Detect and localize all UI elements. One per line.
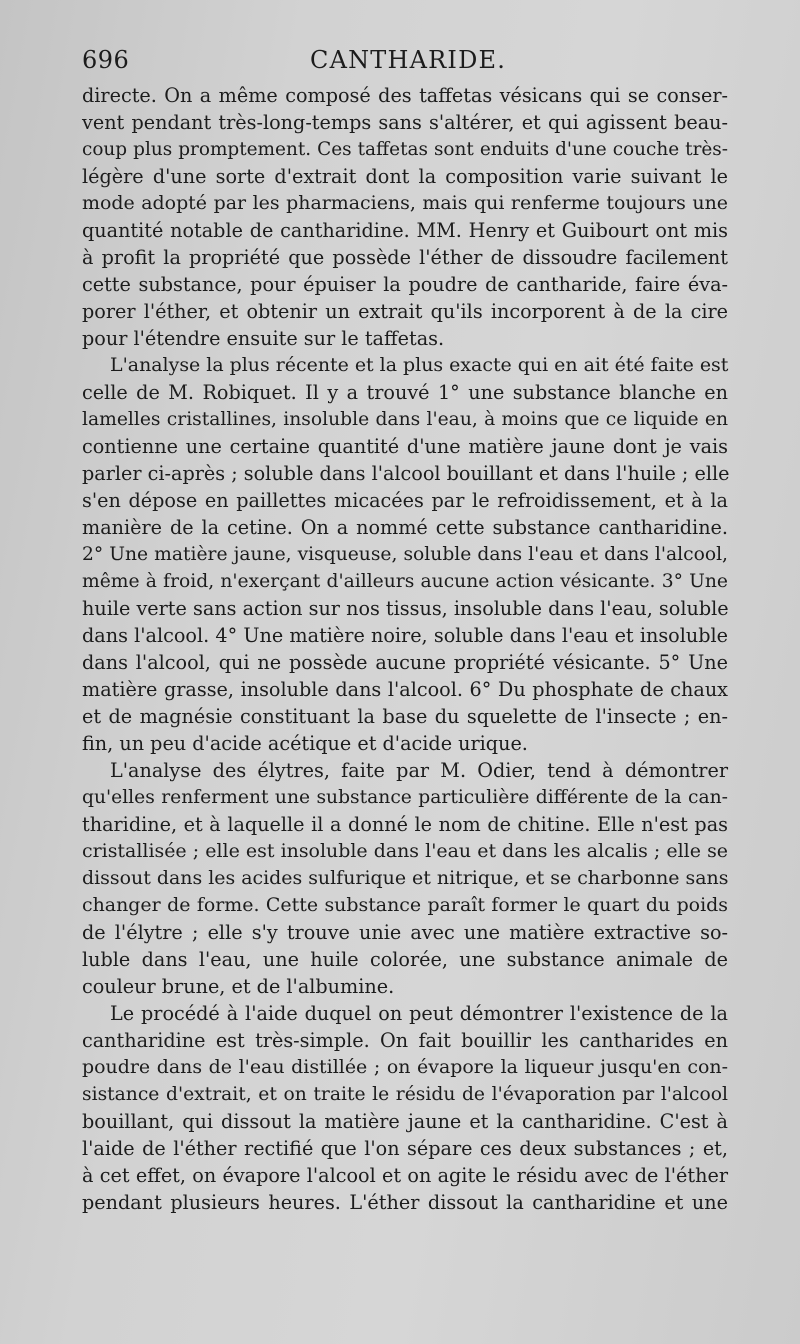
text-line: cristallisée ; elle est insoluble dans l'eau et dans les alcalis ; elle se [82, 840, 728, 862]
text-line: pendant plusieurs heures. L'éther dissout la cantharidine et une [82, 1191, 728, 1214]
page-header [82, 46, 728, 80]
text-line: dans l'alcool. 4° Une matière noire, soluble dans l'eau et insoluble [82, 624, 728, 647]
text-line: tharidine, et à laquelle il a donné le nom de chitine. Elle n'est pas [82, 813, 728, 836]
text-line: manière de la cetine. On a nommé cette substance cantharidine. [82, 516, 728, 539]
text-line: à profit la propriété que possède l'éther de dissoudre facilement [82, 246, 728, 269]
text-line: lamelles cristallines, insoluble dans l'eau, à moins que ce liquide en [82, 409, 728, 430]
text-line: 2° Une matière jaune, visqueuse, soluble dans l'eau et dans l'alcool, [82, 544, 728, 565]
body-text [82, 82, 728, 1216]
text-line: bouillant, qui dissout la matière jaune et la cantharidine. C'est à [82, 1110, 728, 1133]
text-line: qu'elles renferment une substance particulière différente de la can- [82, 787, 728, 808]
text-line: quantité notable de cantharidine. MM. Henry et Guibourt ont mis [82, 219, 728, 242]
text-line: changer de forme. Cette substance paraît former le quart du poids [82, 894, 728, 916]
text-line: luble dans l'eau, une huile colorée, une substance animale de [82, 948, 728, 971]
text-line: pour l'étendre ensuite sur le taffetas. [82, 327, 445, 350]
text-line: Le procédé à l'aide duquel on peut démontrer l'existence de la [110, 1002, 728, 1025]
text-line: matière grasse, insoluble dans l'alcool. 6° Du phosphate de chaux [82, 678, 728, 701]
text-line: parler ci-après ; soluble dans l'alcool bouillant et dans l'huile ; elle [82, 462, 730, 485]
text-line: porer l'éther, et obtenir un extrait qu'ils incorporent à de la cire [82, 300, 728, 323]
page-number: 696 [82, 46, 130, 74]
text-line: légère d'une sorte d'extrait dont la composition varie suivant le [82, 165, 728, 188]
text-line: coup plus promptement. Ces taffetas sont enduits d'une couche très- [82, 139, 728, 160]
text-line: dans l'alcool, qui ne possède aucune propriété vésicante. 5° Une [82, 651, 728, 674]
text-line: dissout dans les acides sulfurique et nitrique, et se charbonne sans [82, 867, 729, 889]
text-line: couleur brune, et de l'albumine. [82, 975, 395, 998]
text-line: et de magnésie constituant la base du squelette de l'insecte ; en- [82, 705, 728, 728]
text-line: directe. On a même composé des taffetas vésicans qui se conser- [82, 84, 728, 107]
text-line: sistance d'extrait, et on traite le résidu de l'évaporation par l'alcool [82, 1084, 728, 1105]
text-line: poudre dans de l'eau distillée ; on évapore la liqueur jusqu'en con- [82, 1056, 728, 1078]
text-line: contienne une certaine quantité d'une matière jaune dont je vais [82, 435, 728, 458]
text-line: vent pendant très-long-temps sans s'altérer, et qui agissent beau- [82, 111, 728, 134]
text-line: huile verte sans action sur nos tissus, insoluble dans l'eau, soluble [82, 597, 729, 620]
text-line: cette substance, pour épuiser la poudre de cantharide, faire éva- [82, 273, 728, 296]
text-line: mode adopté par les pharmaciens, mais qui renferme toujours une [82, 192, 728, 214]
text-line: de l'élytre ; elle s'y trouve unie avec une matière extractive so- [82, 921, 728, 944]
text-line: à cet effet, on évapore l'alcool et on agite le résidu avec de l'éther [82, 1164, 728, 1187]
text-line: L'analyse des élytres, faite par M. Odier, tend à démontrer [110, 759, 728, 782]
text-line: même à froid, n'exerçant d'ailleurs aucune action vésicante. 3° Une [82, 571, 728, 592]
text-line: l'aide de l'éther rectifié que l'on sépare ces deux substances ; et, [82, 1137, 728, 1160]
text-line: s'en dépose en paillettes micacées par le refroidissement, et à la [82, 489, 728, 512]
text-line: fin, un peu d'acide acétique et d'acide urique. [82, 732, 528, 755]
running-head: CANTHARIDE. [310, 46, 507, 74]
text-line: L'analyse la plus récente et la plus exacte qui en ait été faite est [110, 354, 729, 376]
text-line: cantharidine est très-simple. On fait bouillir les cantharides en [82, 1029, 728, 1052]
text-line: celle de M. Robiquet. Il y a trouvé 1° une substance blanche en [82, 381, 728, 404]
